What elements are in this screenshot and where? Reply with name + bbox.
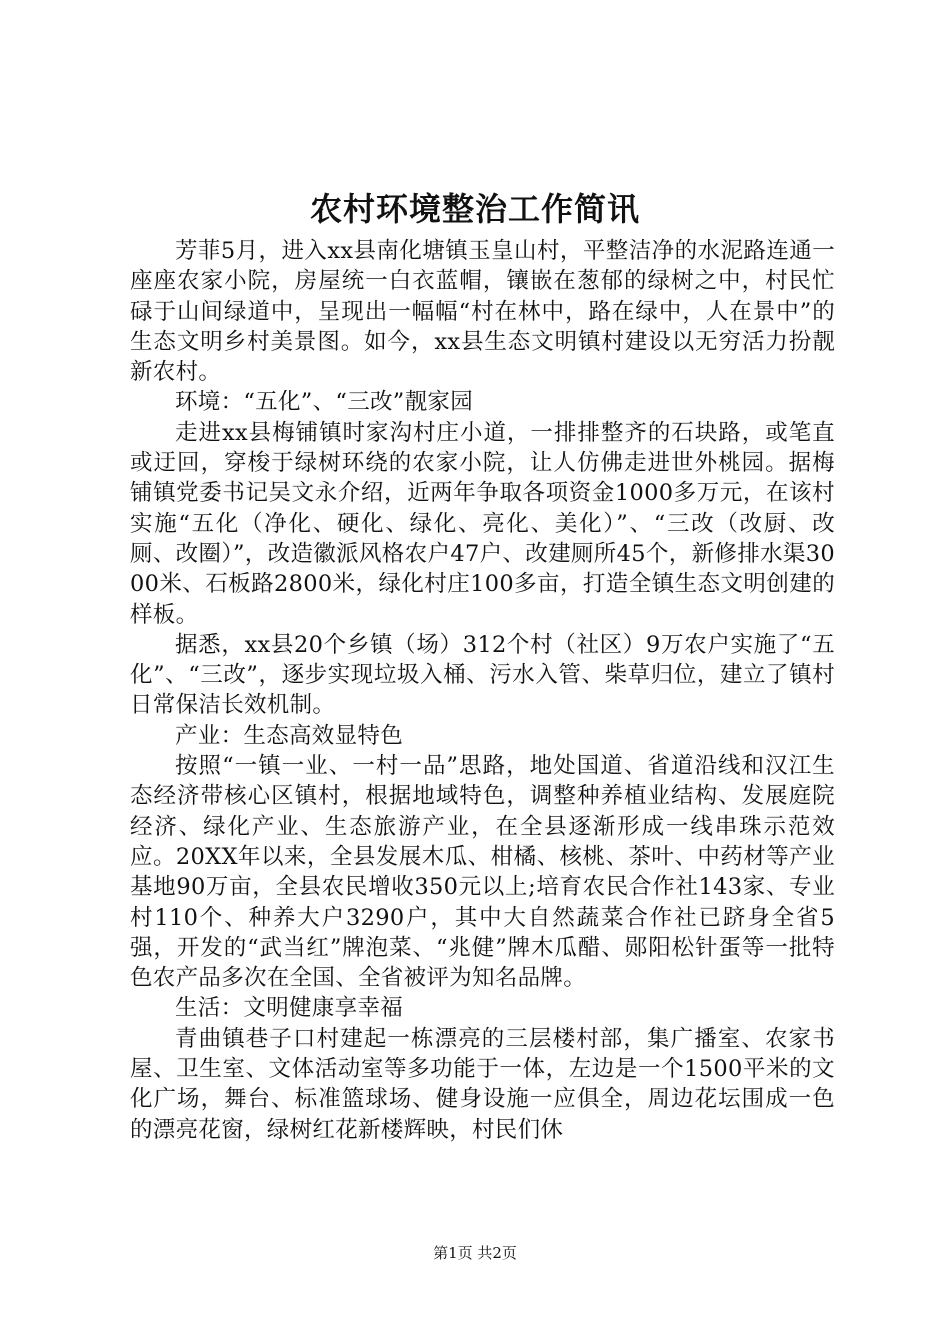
environment-paragraph-1: 走进xx县梅铺镇时家沟村庄小道，一排排整齐的石块路，或笔直或迂回，穿梭于绿树环绕的农家小院，让人仿佛走进世外桃园。据梅铺镇党委书记吴文永介绍，近两年争取各项资金1000多万元，在该村实施“五化（净化、硬化、绿化、亮化、美化）”、“三改（改厨、改厕、改圈）”，改造徽派风格农户47户、改建厕所45个，新修排水渠3000米、石板路2800米，绿化村庄100多亩，打造全镇生态文明创建的样板。 xyxy=(130,419,835,628)
life-paragraph-1: 青曲镇巷子口村建起一栋漂亮的三层楼村部，集广播室、农家书屋、卫生室、文体活动室等多功能于一体，左边是一个1500平米的文化广场，舞台、标准篮球场、健身设施一应俱全，周边花坛围成一色的漂亮花窗，绿树红花新楼辉映，村民们休 xyxy=(130,1025,835,1143)
document-title: 农村环境整治工作简讯 xyxy=(309,190,640,228)
section-heading-industry: 产业：生态高效显特色 xyxy=(175,722,404,749)
intro-paragraph: 芳菲5月，进入xx县南化塘镇玉皇山村，平整洁净的水泥路连通一座座农家小院，房屋统一白衣蓝帽，镶嵌在葱郁的绿树之中，村民忙碌于山间绿道中，呈现出一幅幅“村在林中，路在绿中，人在景中”的生态文明乡村美景图。如今，xx县生态文明镇村建设以无穷活力扮靓新农村。 xyxy=(130,238,835,386)
page-footer: 第1页 共2页 xyxy=(433,1244,517,1262)
document-body xyxy=(130,236,835,1145)
section-heading-life: 生活：文明健康享幸福 xyxy=(175,995,404,1022)
section-heading-environment: 环境：“五化”、“三改”靓家园 xyxy=(175,389,474,416)
environment-paragraph-2: 据悉，xx县20个乡镇（场）312个村（社区）9万农户实施了“五化”、“三改”，逐步实现垃圾入桶、污水入管、柴草归位，建立了镇村日常保洁长效机制。 xyxy=(130,631,835,719)
industry-paragraph-1: 按照“一镇一业、一村一品”思路，地处国道、省道沿线和汉江生态经济带核心区镇村，根据地域特色，调整种养植业结构、发展庭院经济、绿化产业、生态旅游产业，在全县逐渐形成一线串珠示范效应。20XX年以来，全县发展木瓜、柑橘、核桃、茶叶、中药材等产业基地90万亩，全县农民增收350元以上;培育农民合作社143家、专业村110个、种养大户3290户，其中大自然蔬菜合作社已跻身全省5强，开发的“武当红”牌泡菜、“兆健”牌木瓜醋、郧阳松针蛋等一批特色农产品多次在全国、全省被评为知名品牌。 xyxy=(130,753,835,992)
